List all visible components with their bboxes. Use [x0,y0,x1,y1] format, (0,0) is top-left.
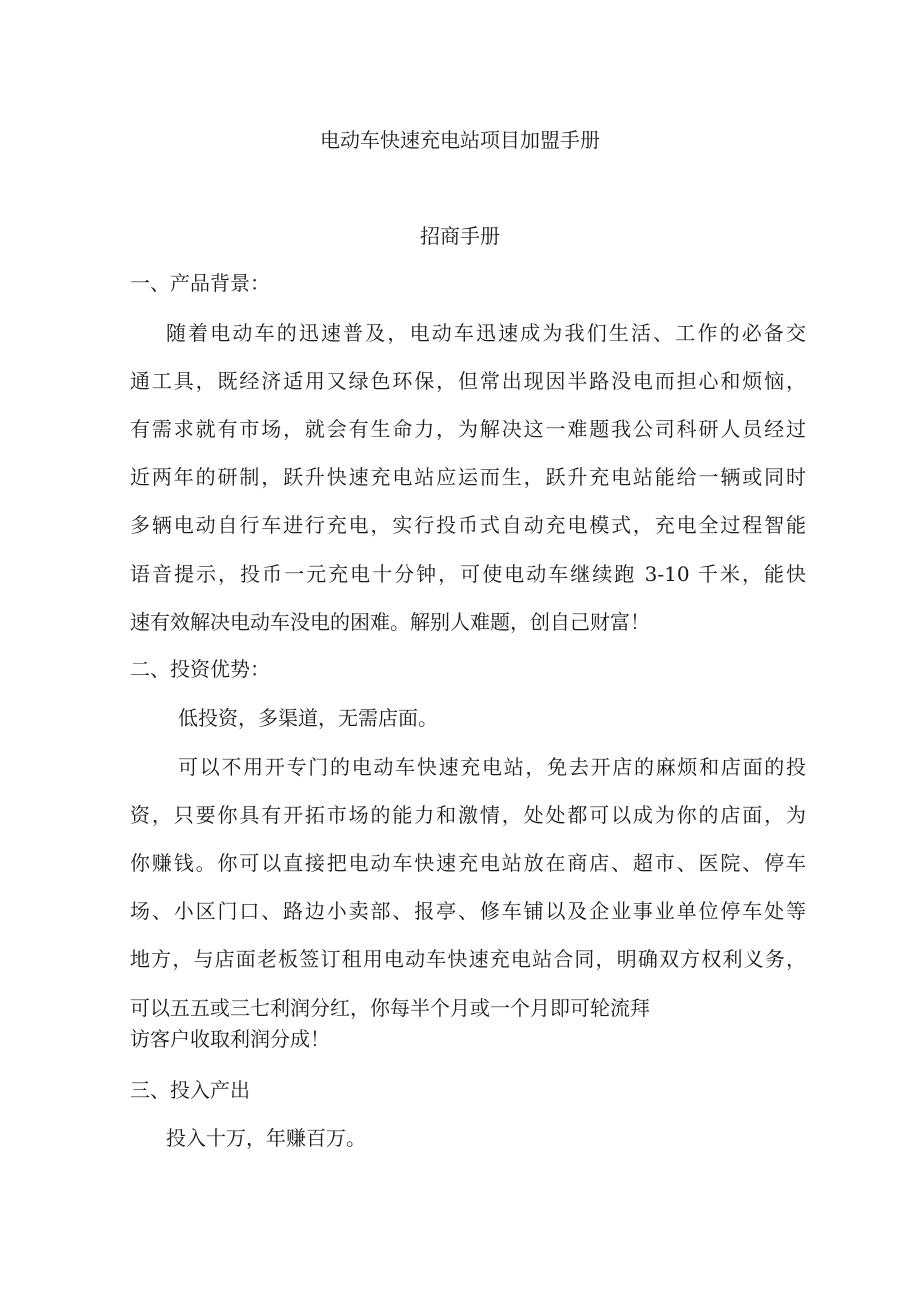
paragraph-line: 可以不用开专门的电动车快速充电站，免去开店的麻烦和店面的投 [178,755,806,779]
document-subtitle: 招商手册 [420,224,500,248]
document-title: 电动车快速充电站项目加盟手册 [320,128,600,152]
paragraph-line: 场、小区门口、路边小卖部、报亭、修车铺以及企业事业单位停车处等 [130,899,806,923]
paragraph-line: 你赚钱。你可以直接把电动车快速充电站放在商店、超市、医院、停车 [130,851,806,875]
paragraph-line: 可以五五或三七利润分红，你每半个月或一个月即可轮流拜 [130,996,650,1020]
paragraph-line: 有需求就有市场，就会有生命力，为解决这一难题我公司科研人员经过 [130,417,806,441]
section-heading-input-output: 三、投入产出 [130,1078,250,1102]
section-heading-investment-advantage: 二、投资优势： [130,657,270,681]
paragraph-line: 近两年的研制，跃升快速充电站应运而生，跃升充电站能给一辆或同时 [130,465,806,489]
paragraph-line: 多辆电动自行车进行充电，实行投币式自动充电模式，充电全过程智能 [130,513,806,537]
paragraph-line: 随着电动车的迅速普及，电动车迅速成为我们生活、工作的必备交 [166,321,806,345]
paragraph-line: 地方，与店面老板签订租用电动车快速充电站合同，明确双方权利义务， [130,947,806,971]
paragraph-line: 语音提示，投币一元充电十分钟，可使电动车继续跑 3-10 千米，能快 [130,562,806,586]
paragraph-line: 访客户收取利润分成！ [130,1027,330,1051]
paragraph-line: 速有效解决电动车没电的困难。解别人难题，创自己财富！ [130,610,650,634]
section-summary: 低投资，多渠道，无需店面。 [178,706,438,730]
paragraph-line: 通工具，既经济适用又绿色环保，但常出现因半路没电而担心和烦恼， [130,369,806,393]
section-heading-product-background: 一、产品背景： [130,271,270,295]
paragraph-line: 投入十万，年赚百万。 [166,1126,366,1150]
paragraph-line: 资，只要你具有开拓市场的能力和激情，处处都可以成为你的店面，为 [130,803,806,827]
